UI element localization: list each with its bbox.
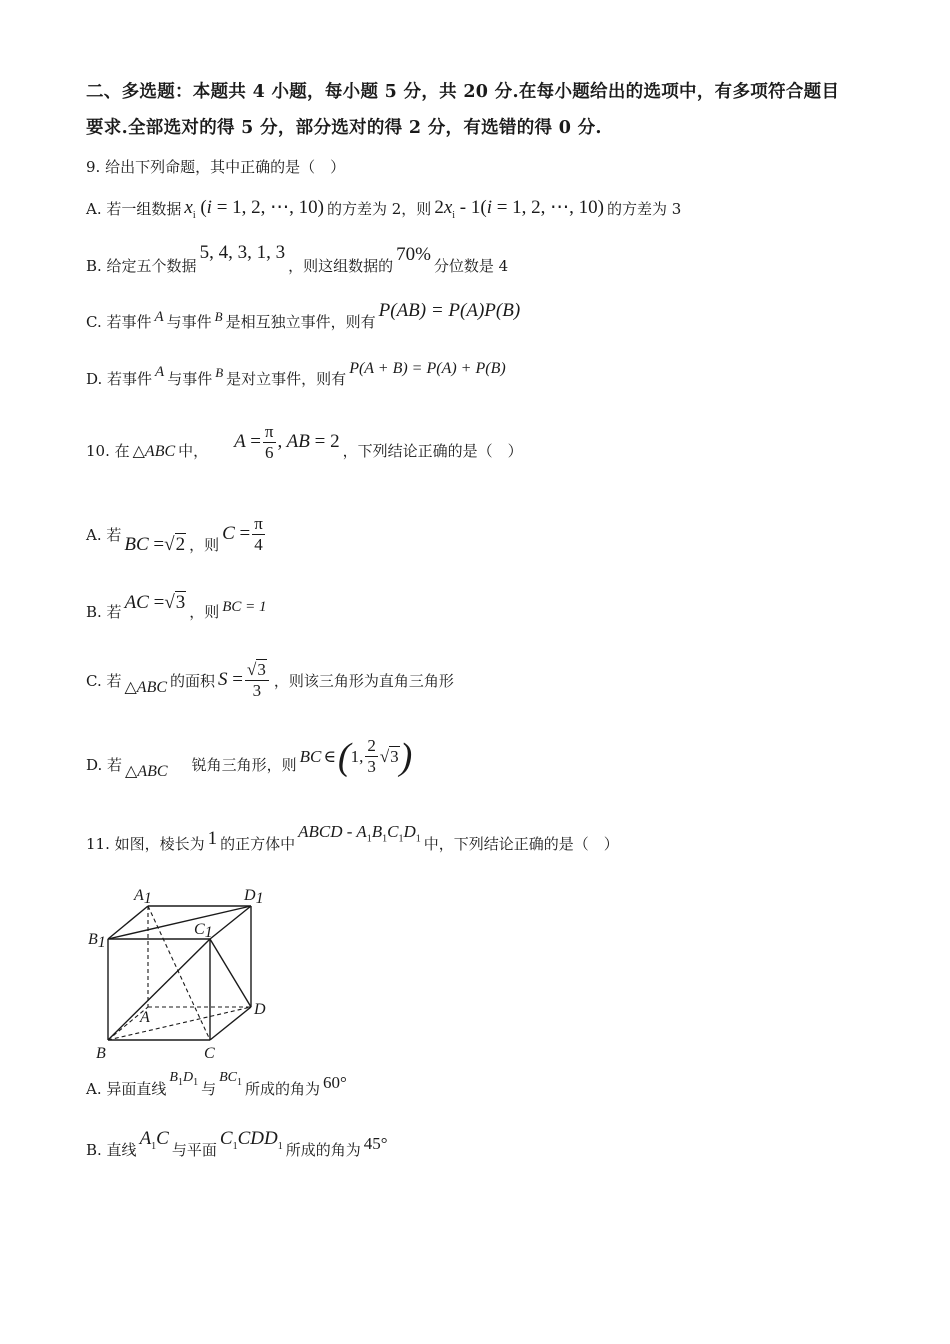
q9-c-event-a: A (154, 308, 164, 325)
q11-a-mid2: 所成的角为 (244, 1080, 320, 1098)
q11-a-prefix: A. 异面直线 (86, 1080, 167, 1098)
q9-option-c (86, 300, 523, 332)
q10-a-condition: BC =√2 (124, 533, 186, 555)
q9-d-event-b: B (215, 364, 224, 380)
q11-stem-suffix: 中，下列结论正确的是（ ） (423, 834, 619, 853)
label-b: B (96, 1045, 106, 1062)
q11-b-mid2: 所成的角为 (285, 1141, 361, 1160)
q10-a-prefix: A. 若 (86, 526, 122, 544)
q10-stem-suffix: ，下列结论正确的是（ ） (342, 442, 523, 460)
label-d: D (254, 1001, 266, 1018)
q9-a-prefix: A. 若一组数据 (86, 199, 182, 218)
q9-c-formula: P(AB) = P(A)P(B) (378, 300, 521, 321)
q10-d-range: BC ∈ ( 1, $\frac{2}{3}$ √3 ) (299, 735, 413, 778)
q9-c-mid2: 是相互独立事件，则有 (225, 312, 376, 331)
label-a1: A1 (134, 887, 152, 907)
q9-b-mid: ，则这组数据的 (288, 256, 394, 275)
q10-c-area: S = $\frac{√3}{3}$ (218, 660, 271, 701)
q10-c-suffix: ，则该三角形为直角三角形 (273, 672, 454, 690)
label-c1: C1 (194, 921, 213, 941)
q9-option-b (86, 242, 509, 276)
q11-cube-name: ABCD - $A_1B_1C_1D_1$ (298, 822, 421, 845)
q10-stem-prefix: 10. 在 (86, 442, 130, 460)
q9-d-prefix: D. 若事件 (86, 370, 153, 388)
q9-a-formula2: $2x_i - 1(i = 1$, 2, ⋯, 10) (434, 197, 605, 221)
q10-option-b (86, 592, 270, 622)
edge-cd (210, 1007, 251, 1040)
q11-stem-mid: 的正方体中 (220, 834, 296, 853)
q10-c-prefix: C. 若 (86, 672, 122, 690)
q10-option-c (86, 660, 454, 701)
q9-d-mid2: 是对立事件，则有 (226, 370, 347, 388)
q9-d-formula: P(A + B) = P(A) + P(B) (349, 359, 506, 377)
q9-c-mid1: 与事件 (166, 312, 212, 331)
q11-b-line: $A_1C$ (139, 1128, 169, 1152)
q10-stem (86, 422, 523, 471)
q11-b-angle: 45° (363, 1133, 388, 1153)
q11-stem (86, 822, 619, 854)
q10-b-mid: ，则 (189, 602, 220, 621)
q9-b-percent: 70% (396, 244, 431, 265)
q9-d-mid1: 与事件 (167, 370, 213, 388)
q9-b-prefix: B. 给定五个数据 (86, 256, 197, 275)
q9-b-data: 5, 4, 3, 1, 3 (199, 242, 286, 263)
q10-b-condition: AC =√3 (124, 592, 186, 613)
q10-b-prefix: B. 若 (86, 602, 122, 621)
q10-stem-mid: 中， (178, 442, 209, 460)
diag-c1d (210, 939, 251, 1007)
q10-a-mid: ，则 (189, 536, 220, 554)
q11-stem-prefix: 11. 如图，棱长为 (86, 834, 205, 853)
diag-bc1 (108, 939, 210, 1040)
q11-a-angle: 60° (322, 1072, 347, 1092)
label-a: A (140, 1009, 150, 1026)
q9-a-mid: 的方差为 2，则 (327, 199, 432, 218)
q9-a-suffix: 的方差为 3 (607, 199, 682, 218)
q11-a-mid: 与 (201, 1080, 217, 1098)
q9-c-prefix: C. 若事件 (86, 312, 152, 331)
q9-b-suffix: 分位数是 4 (433, 256, 509, 275)
q10-b-result: BC = 1 (222, 598, 267, 615)
q11-option-a (86, 1069, 350, 1099)
q9-c-event-b: B (214, 309, 223, 324)
section-heading-line1: 二、多选题：本题共 4 小题，每小题 5 分，共 20 分.在每小题给出的选项中，有多项符合题目 (86, 82, 840, 102)
q11-b-mid: 与平面 (171, 1141, 217, 1160)
q9-stem: 9. 给出下列命题，其中正确的是（ ） (86, 158, 346, 176)
q9-d-event-a: A (155, 364, 165, 380)
q10-stem-condition: A = $\frac{\pi}{6}$ , AB = 2 (234, 422, 340, 462)
q10-a-result: C = $\frac{\pi}{4}$ (222, 514, 263, 554)
q10-stem-triangle: △ABC (132, 442, 176, 460)
q10-d-prefix: D. 若 (86, 756, 123, 774)
q11-a-line1: $B_1D_1$ (169, 1069, 199, 1088)
q11-edge-length: 1 (207, 828, 218, 850)
section-heading-line2: 要求.全部选对的得 5 分，部分选对的得 2 分，有选错的得 0 分. (86, 118, 602, 138)
q9-option-d (86, 359, 509, 389)
q11-a-line2: $BC_1$ (219, 1069, 242, 1088)
q10-option-d (86, 735, 415, 785)
q10-c-mid: 的面积 (170, 672, 216, 690)
q10-d-triangle: △ABC (125, 762, 168, 780)
q11-b-plane: $C_1CDD_1$ (219, 1128, 283, 1152)
q9-option-a (86, 196, 681, 221)
label-b1: B1 (88, 931, 106, 951)
q11-option-b (86, 1128, 391, 1162)
label-d1: D1 (244, 887, 264, 907)
q10-c-triangle: △ABC (124, 678, 168, 696)
cube-figure (86, 882, 286, 1067)
q11-b-prefix: B. 直线 (86, 1141, 137, 1160)
q9-a-formula1: $x_i$ (i = 1, 2, ⋯, 10) (184, 197, 324, 221)
q10-d-mid: 锐角三角形，则 (191, 756, 297, 774)
q10-option-a (86, 514, 270, 555)
label-c: C (204, 1045, 215, 1062)
